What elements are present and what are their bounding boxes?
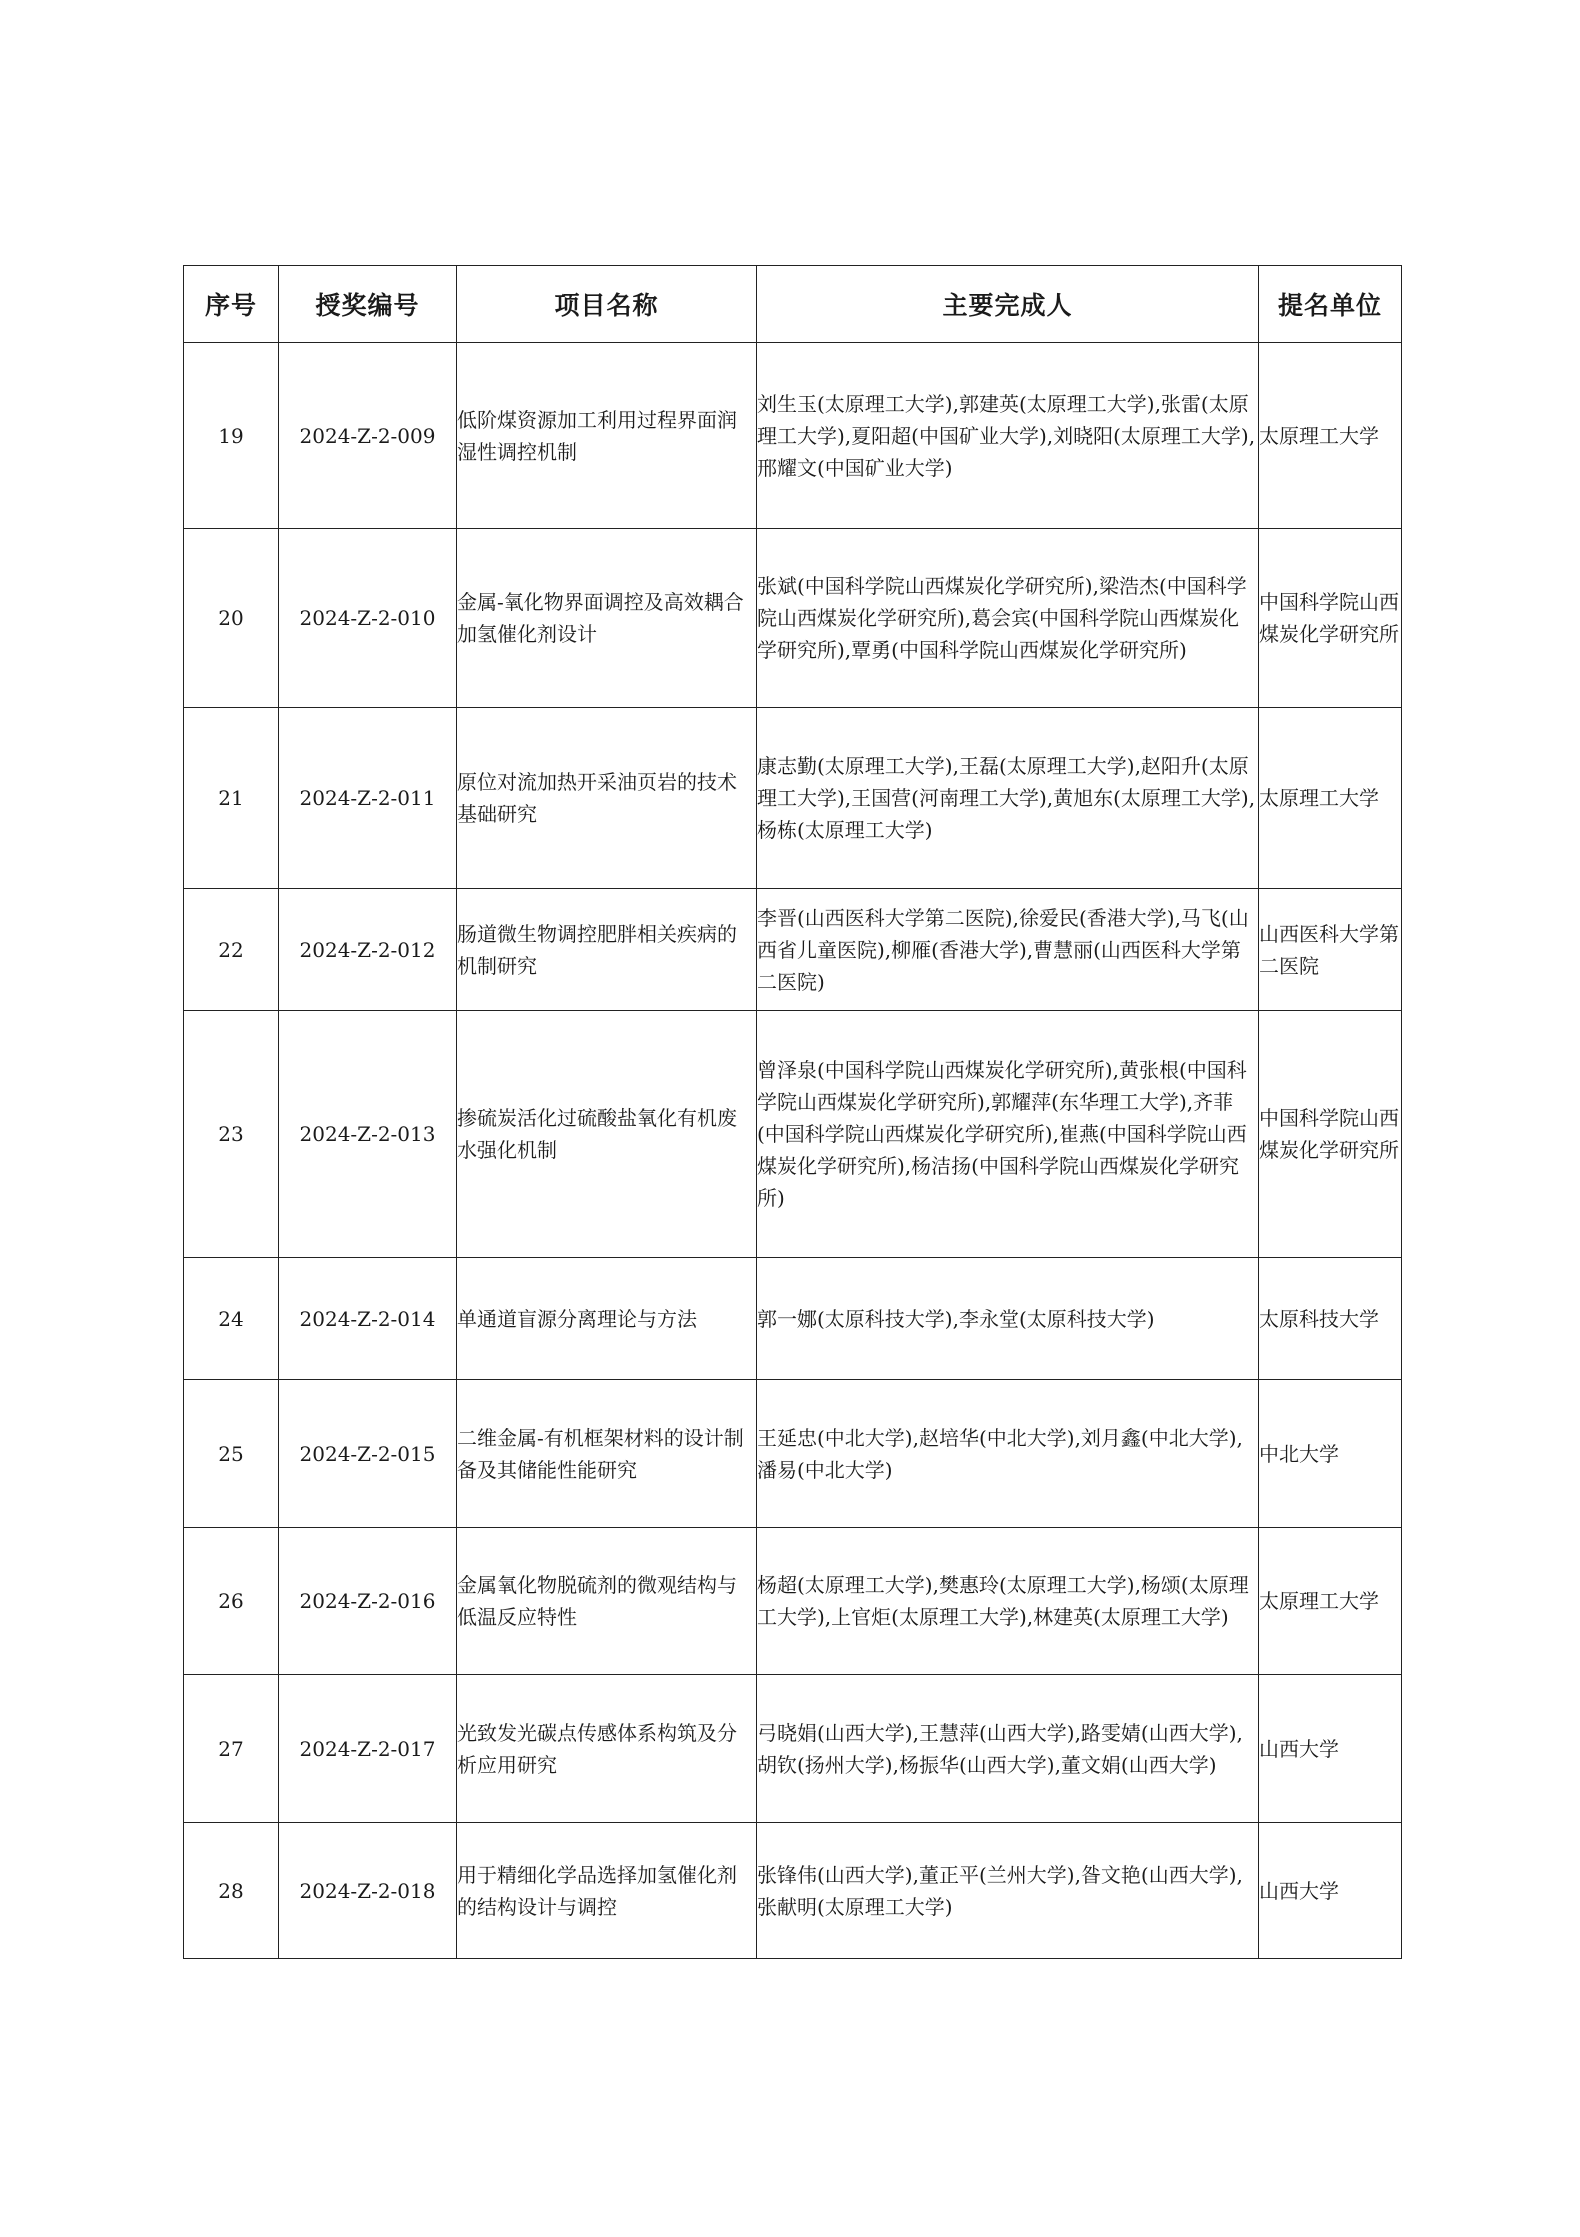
row-project-name: 掺硫炭活化过硫酸盐氧化有机废水强化机制 — [457, 1011, 757, 1258]
row-nominating-unit: 太原理工大学 — [1259, 1528, 1402, 1675]
row-index: 21 — [184, 708, 279, 889]
row-project-name: 单通道盲源分离理论与方法 — [457, 1258, 757, 1380]
row-project-name: 低阶煤资源加工利用过程界面润湿性调控机制 — [457, 343, 757, 529]
row-nominating-unit: 山西大学 — [1259, 1823, 1402, 1959]
row-contributors: 刘生玉(太原理工大学),郭建英(太原理工大学),张雷(太原理工大学),夏阳超(中国矿业大学),刘晓阳(太原理工大学),邢耀文(中国矿业大学) — [757, 343, 1259, 529]
table-row — [184, 1823, 1402, 1959]
table-row — [184, 1675, 1402, 1823]
row-contributors: 张锋伟(山西大学),董正平(兰州大学),昝文艳(山西大学),张献明(太原理工大学) — [757, 1823, 1259, 1959]
table-row — [184, 1528, 1402, 1675]
table-row — [184, 708, 1402, 889]
row-index: 20 — [184, 529, 279, 708]
row-award-code: 2024-Z-2-017 — [279, 1675, 457, 1823]
table-header-row — [184, 266, 1402, 343]
row-project-name: 金属-氧化物界面调控及高效耦合加氢催化剂设计 — [457, 529, 757, 708]
row-nominating-unit: 太原理工大学 — [1259, 343, 1402, 529]
row-nominating-unit: 中北大学 — [1259, 1380, 1402, 1528]
table-row — [184, 1380, 1402, 1528]
row-contributors: 王延忠(中北大学),赵培华(中北大学),刘月鑫(中北大学),潘易(中北大学) — [757, 1380, 1259, 1528]
row-index: 19 — [184, 343, 279, 529]
header-nominating-unit: 提名单位 — [1259, 266, 1402, 343]
row-contributors: 弓晓娟(山西大学),王慧萍(山西大学),路雯婧(山西大学),胡钦(扬州大学),杨振华(山西大学),董文娟(山西大学) — [757, 1675, 1259, 1823]
row-nominating-unit: 中国科学院山西煤炭化学研究所 — [1259, 529, 1402, 708]
row-project-name: 原位对流加热开采油页岩的技术基础研究 — [457, 708, 757, 889]
row-award-code: 2024-Z-2-011 — [279, 708, 457, 889]
row-nominating-unit: 中国科学院山西煤炭化学研究所 — [1259, 1011, 1402, 1258]
row-contributors: 郭一娜(太原科技大学),李永堂(太原科技大学) — [757, 1258, 1259, 1380]
header-award-code: 授奖编号 — [279, 266, 457, 343]
row-nominating-unit: 太原理工大学 — [1259, 708, 1402, 889]
row-contributors: 曾泽泉(中国科学院山西煤炭化学研究所),黄张根(中国科学院山西煤炭化学研究所),郭耀萍(东华理工大学),齐菲(中国科学院山西煤炭化学研究所),崔燕(中国科学院山西煤炭化学研究所),杨洁扬(中国科学院山西煤炭化学研究所) — [757, 1011, 1259, 1258]
row-index: 26 — [184, 1528, 279, 1675]
row-award-code: 2024-Z-2-018 — [279, 1823, 457, 1959]
row-award-code: 2024-Z-2-012 — [279, 889, 457, 1011]
header-project-name: 项目名称 — [457, 266, 757, 343]
row-contributors: 康志勤(太原理工大学),王磊(太原理工大学),赵阳升(太原理工大学),王国营(河南理工大学),黄旭东(太原理工大学),杨栋(太原理工大学) — [757, 708, 1259, 889]
awards-table — [183, 265, 1402, 1959]
row-project-name: 二维金属-有机框架材料的设计制备及其储能性能研究 — [457, 1380, 757, 1528]
row-contributors: 杨超(太原理工大学),樊惠玲(太原理工大学),杨颂(太原理工大学),上官炬(太原理工大学),林建英(太原理工大学) — [757, 1528, 1259, 1675]
row-award-code: 2024-Z-2-016 — [279, 1528, 457, 1675]
row-award-code: 2024-Z-2-015 — [279, 1380, 457, 1528]
row-nominating-unit: 太原科技大学 — [1259, 1258, 1402, 1380]
row-award-code: 2024-Z-2-014 — [279, 1258, 457, 1380]
row-index: 24 — [184, 1258, 279, 1380]
row-project-name: 肠道微生物调控肥胖相关疾病的机制研究 — [457, 889, 757, 1011]
row-index: 25 — [184, 1380, 279, 1528]
row-award-code: 2024-Z-2-013 — [279, 1011, 457, 1258]
row-contributors: 张斌(中国科学院山西煤炭化学研究所),梁浩杰(中国科学院山西煤炭化学研究所),葛会宾(中国科学院山西煤炭化学研究所),覃勇(中国科学院山西煤炭化学研究所) — [757, 529, 1259, 708]
table-row — [184, 889, 1402, 1011]
row-index: 22 — [184, 889, 279, 1011]
row-index: 27 — [184, 1675, 279, 1823]
row-project-name: 光致发光碳点传感体系构筑及分析应用研究 — [457, 1675, 757, 1823]
header-index: 序号 — [184, 266, 279, 343]
row-index: 28 — [184, 1823, 279, 1959]
row-project-name: 用于精细化学品选择加氢催化剂的结构设计与调控 — [457, 1823, 757, 1959]
row-nominating-unit: 山西大学 — [1259, 1675, 1402, 1823]
row-contributors: 李晋(山西医科大学第二医院),徐爱民(香港大学),马飞(山西省儿童医院),柳雁(香港大学),曹慧丽(山西医科大学第二医院) — [757, 889, 1259, 1011]
header-main-contributors: 主要完成人 — [757, 266, 1259, 343]
table-row — [184, 1258, 1402, 1380]
row-nominating-unit: 山西医科大学第二医院 — [1259, 889, 1402, 1011]
row-index: 23 — [184, 1011, 279, 1258]
table-row — [184, 343, 1402, 529]
row-project-name: 金属氧化物脱硫剂的微观结构与低温反应特性 — [457, 1528, 757, 1675]
row-award-code: 2024-Z-2-009 — [279, 343, 457, 529]
table-row — [184, 1011, 1402, 1258]
table-row — [184, 529, 1402, 708]
row-award-code: 2024-Z-2-010 — [279, 529, 457, 708]
